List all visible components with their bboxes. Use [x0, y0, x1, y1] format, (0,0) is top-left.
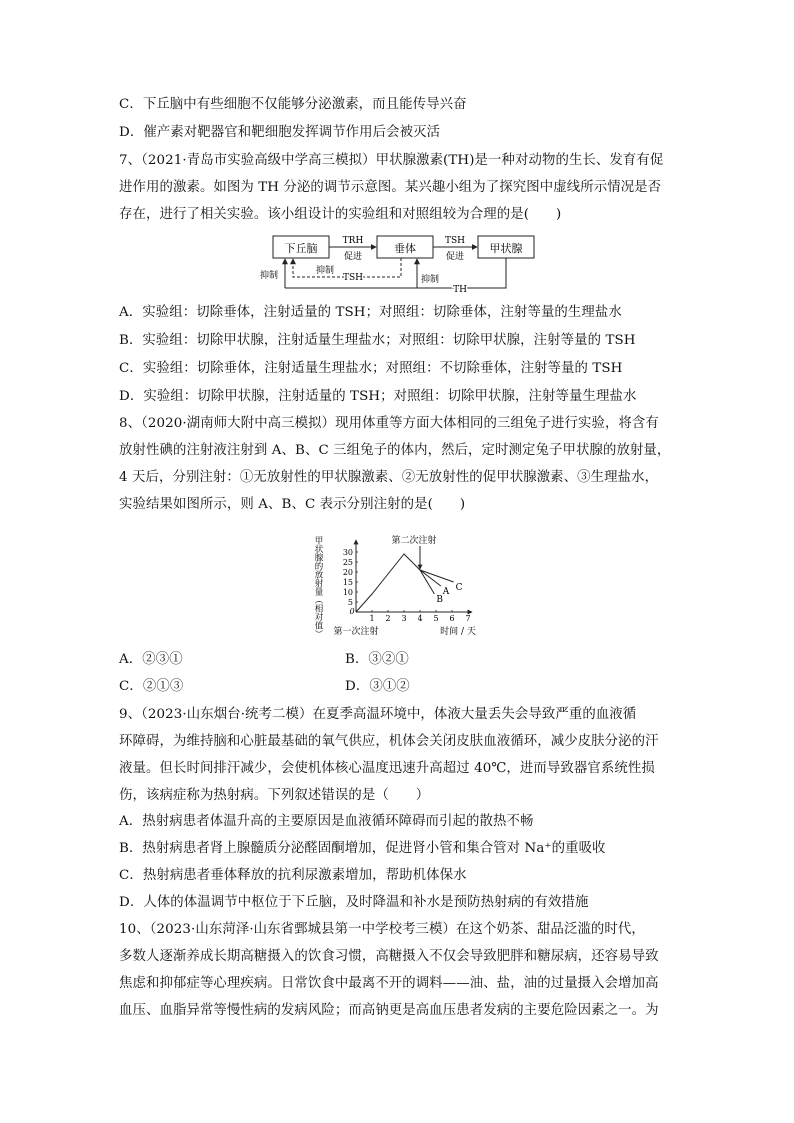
rise-curve — [356, 554, 420, 612]
q9-stem-line: 9、（2023·山东烟台·统考二模）在夏季高温环境中，体液大量丢失会导致严重的血液循 — [119, 707, 637, 722]
q10-stem-line: 血压、血脂异常等慢性病的发病风险；而高钠更是高血压患者发病的主要危险因素之一。为 — [119, 1003, 659, 1018]
tsh-feedback-label: TSH — [342, 273, 364, 283]
q9-option-d: D．人体的体温调节中枢位于下丘脑，及时降温和补水是预防热射病的有效措施 — [119, 895, 589, 910]
q8-stem-line: 4 天后，分别注射：①无放射性的甲状腺激素、②无放射性的促甲状腺激素、③生理盐水， — [119, 470, 659, 485]
y-tick-label: 25 — [342, 558, 353, 567]
x-tick-label: 1 — [369, 614, 375, 623]
q8-stem-line: 8、（2020·湖南师大附中高三模拟）现用体重等方面大体相同的三组兔子进行实验，将含有 — [119, 416, 659, 431]
q9-stem-line: 伤，该病症称为热射病。下列叙述错误的是（ ） — [119, 788, 430, 803]
y-axis-label: 甲状腺的放射量（相对值） — [313, 536, 323, 638]
box-thyroid-label: 甲状腺 — [489, 242, 523, 255]
q8-option-c: C．②①③ — [119, 679, 184, 694]
q9-stem-line: 环障碍，为维持脑和心脏最基础的氧气供应，机体会关闭皮肤血液循环，减少皮肤分泌的汗 — [119, 734, 659, 749]
q8-stem-line: 实验结果如图所示，则 A、B、C 表示分别注射的是( ) — [119, 497, 466, 512]
y-tick-label: 20 — [342, 568, 353, 577]
q7-stem-line: 7、（2021·青岛市实验高级中学高三模拟）甲状腺激素(TH)是一种对动物的生长、发育有促 — [119, 153, 664, 168]
q9-option-c: C．热射病患者垂体释放的抗利尿激素增加，帮助机体保水 — [119, 868, 467, 883]
q7-option-a: A．实验组：切除垂体，注射适量的 TSH；对照组：切除垂体，注射等量的生理盐水 — [119, 305, 622, 320]
inhibit-left-label: 抑制 — [259, 271, 279, 281]
y-tick-label: 10 — [342, 588, 353, 597]
box-pituitary-label: 垂体 — [394, 242, 416, 255]
q8-stem-line: 放射性碘的注射液注射到 A、B、C 三组兔子的体内，然后，定时测定兔子甲状腺的放射量， — [119, 443, 671, 458]
q7-option-b: B．实验组：切除甲状腺，注射适量生理盐水；对照组：切除甲状腺，注射等量的 TSH — [119, 333, 636, 348]
q6-option-c: C．下丘脑中有些细胞不仅能够分泌激素，而且能传导兴奋 — [119, 97, 467, 112]
y-tick-label: 30 — [342, 548, 353, 557]
series-line-c — [420, 570, 454, 582]
x-axis-label: 时间 / 天 — [440, 627, 476, 637]
second-injection-label: 第二次注射 — [391, 536, 437, 546]
q7-option-d: D．实验组：切除甲状腺，注射适量的 TSH；对照组：切除甲状腺，注射等量生理盐水 — [119, 389, 637, 404]
inhibit-mid-label: 抑制 — [315, 266, 335, 276]
series-label-b: B — [436, 595, 444, 605]
th-label: TH — [453, 285, 467, 294]
q10-stem-line: 多数人逐渐养成长期高糖摄入的饮食习惯，高糖摄入不仅会导致肥胖和糖尿病，还容易导致 — [119, 949, 659, 964]
q9-option-a: A．热射病患者体温升高的主要原因是血液循环障碍而引起的散热不畅 — [119, 814, 534, 829]
q6-option-d: D．催产素对靶器官和靶细胞发挥调节作用后会被灭活 — [119, 125, 441, 140]
q8-option-d: D．③①② — [345, 679, 410, 694]
box-hypothalamus-label: 下丘脑 — [284, 242, 318, 255]
x-tick-label: 2 — [385, 614, 391, 623]
q8-option-a: A．②③① — [119, 652, 183, 667]
y-tick-label: 15 — [342, 578, 353, 587]
trh-effect-label: 促进 — [343, 252, 363, 262]
thyroid-radioactivity-chart — [308, 528, 488, 643]
tsh-effect-label: 促进 — [445, 252, 465, 262]
q7-stem-line: 进作用的激素。如图为 TH 分泌的调节示意图。某兴趣小组为了探究图中虚线所示情况是否 — [119, 180, 662, 195]
series-line-b — [420, 570, 434, 594]
x-tick-label: 5 — [433, 614, 439, 623]
series-label-a: A — [442, 587, 450, 597]
y-tick-label: 5 — [347, 598, 353, 607]
q10-stem-line: 焦虑和抑郁症等心理疾病。日常饮食中最离不开的调料——油、盐，油的过量摄入会增加高 — [119, 976, 659, 991]
x-tick-label: 6 — [449, 614, 455, 623]
th-regulation-diagram — [255, 232, 545, 294]
x-tick-label: 3 — [401, 614, 407, 623]
q7-option-c: C．实验组：切除垂体，注射适量生理盐水；对照组：不切除垂体，注射等量的 TSH — [119, 361, 623, 376]
trh-label: TRH — [342, 236, 364, 246]
x-tick-label: 7 — [465, 614, 471, 623]
series-label-c: C — [455, 583, 463, 593]
series-line-a — [420, 570, 441, 586]
tsh-label: TSH — [444, 236, 466, 246]
inhibit-right-label: 抑制 — [420, 275, 440, 285]
q9-option-b: B．热射病患者肾上腺髓质分泌醛固酮增加，促进肾小管和集合管对 Na⁺的重吸收 — [119, 841, 606, 856]
q10-stem-line: 10、（2023·山东菏泽·山东省鄄城县第一中学校考三模）在这个奶茶、甜品泛滥的时代， — [119, 922, 645, 937]
first-injection-label: 第一次注射 — [333, 627, 379, 637]
q7-stem-line: 存在，进行了相关实验。该小组设计的实验组和对照组较为合理的是( ) — [119, 207, 562, 222]
q8-option-b: B．③②① — [345, 652, 409, 667]
x-tick-label: 0 — [349, 607, 355, 616]
q9-stem-line: 液量。但长时间排汗减少，会使机体核心温度迅速升高超过 40℃，进而导致器官系统性损 — [119, 761, 655, 776]
x-tick-label: 4 — [417, 614, 423, 623]
